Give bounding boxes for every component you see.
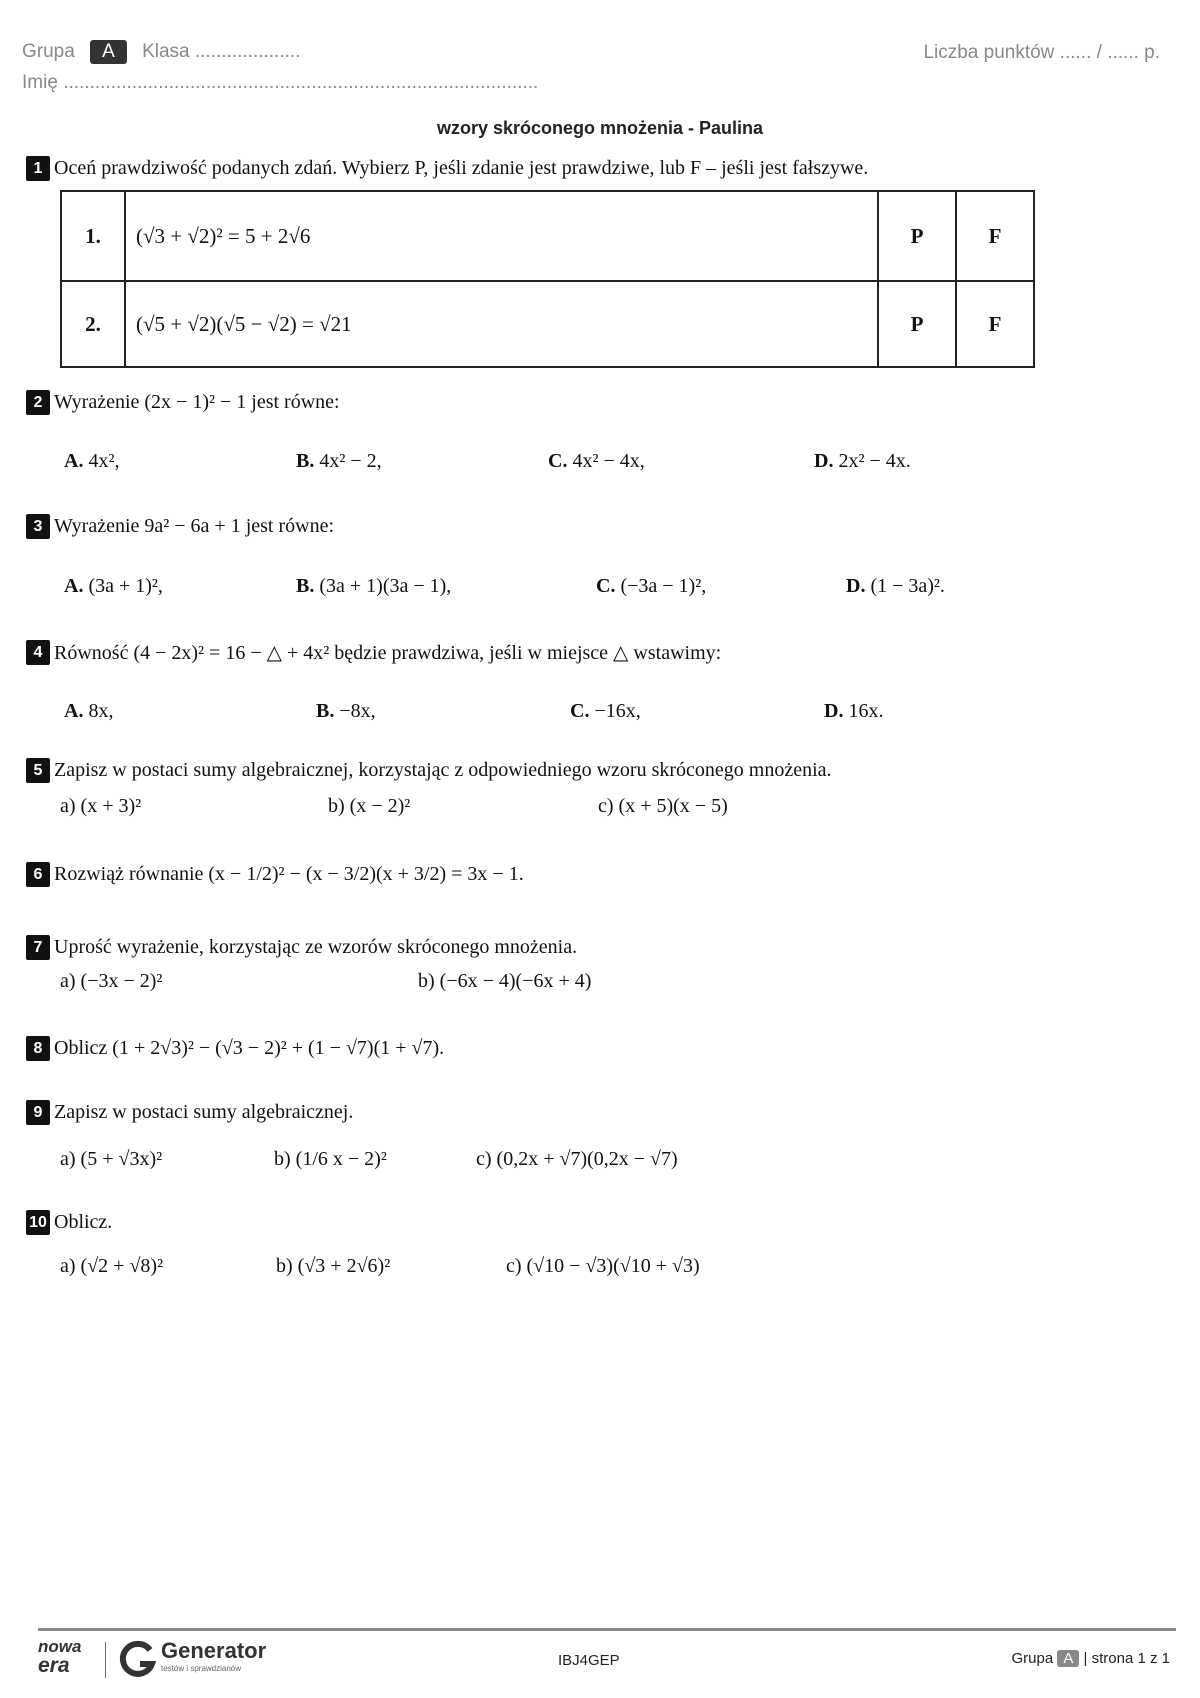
task-8 [26,1036,444,1061]
footer-page-info [1011,1650,1170,1667]
part-c: c) (√10 − √3)(√10 + √3) [506,1255,700,1277]
task-text: Oblicz. [54,1211,113,1233]
task-text: Oblicz (1 + 2√3)² − (√3 − 2)² + (1 − √7)(1 + √7). [54,1037,445,1059]
answer-value: −16x, [594,700,641,722]
document-code: IBJ4GEP [558,1652,620,1669]
logo-text: nowa [38,1637,82,1656]
task-number: 1 [26,156,50,181]
task-number: 4 [26,640,50,665]
row-number: 2. [61,281,125,367]
part-c: c) (x + 5)(x − 5) [598,795,728,817]
task-number: 3 [26,514,50,539]
task-number: 9 [26,1100,50,1125]
answer-label: C. [548,450,568,472]
answer-d[interactable] [846,575,945,598]
statement: (√5 + √2)(√5 − √2) = √21 [125,281,878,367]
task-text: Zapisz w postaci sumy algebraicznej. [54,1101,354,1123]
answer-a[interactable] [64,700,113,723]
part-a: a) (5 + √3x)² [60,1148,163,1170]
task-7 [26,935,577,960]
part-a: a) (x + 3)² [60,795,142,817]
answer-value: −8x, [339,700,376,722]
task-text: Rozwiąż równanie (x − 1/2)² − (x − 3/2)(x + 3/2) = 3x − 1. [54,863,524,885]
footer-group-badge: A [1057,1650,1079,1667]
answer-value: (−3a − 1)², [620,575,707,597]
answer-label: A. [64,575,84,597]
answer-value: 4x² − 4x, [572,450,645,472]
task-number: 10 [26,1210,50,1235]
imie-label: Imię [22,72,58,93]
answer-c[interactable] [596,575,706,598]
part-b: b) (1/6 x − 2)² [274,1148,387,1170]
page-number: | strona 1 z 1 [1083,1650,1170,1667]
generator-logo [118,1638,268,1682]
answer-label: A. [64,700,84,722]
grupa-label: Grupa [22,41,75,62]
page-title: wzory skróconego mnożenia - Paulina [436,118,764,138]
footer-divider [38,1628,1176,1631]
row-number: 1. [61,191,125,281]
klasa-field[interactable]: .................... [194,41,301,62]
answer-d[interactable] [824,700,883,723]
logo-text: era [38,1654,70,1677]
task-text: Zapisz w postaci sumy algebraicznej, korzystając z odpowiedniego wzoru skróconego mnożenia. [54,759,832,781]
task-text: Uprość wyrażenie, korzystając ze wzorów skróconego mnożenia. [54,936,578,958]
option-p[interactable]: P [878,281,956,367]
task-1 [26,156,868,181]
answer-b[interactable] [296,575,451,598]
generator-text: Generator [161,1638,267,1663]
part-c: c) (0,2x + √7)(0,2x − √7) [476,1148,678,1170]
task-6 [26,862,524,887]
answer-c[interactable] [548,450,645,473]
logo-divider [105,1642,106,1678]
true-false-table [60,190,1035,368]
answer-c[interactable] [570,700,641,723]
answer-label: B. [296,575,315,597]
imie-field[interactable]: .......................................................................................... [63,72,539,93]
task-5 [26,758,832,783]
task-4 [26,640,721,665]
part-a: a) (−3x − 2)² [60,970,163,992]
task-number: 2 [26,390,50,415]
part-b: b) (x − 2)² [328,795,411,817]
answer-label: D. [824,700,844,722]
part-b: b) (−6x − 4)(−6x + 4) [418,970,592,992]
part-a: a) (√2 + √8)² [60,1255,164,1277]
statement: (√3 + √2)² = 5 + 2√6 [125,191,878,281]
task-number: 5 [26,758,50,783]
answer-label: C. [570,700,590,722]
answer-label: C. [596,575,616,597]
task-3 [26,514,334,539]
answer-label: D. [814,450,834,472]
option-f[interactable]: F [956,191,1034,281]
footer-grupa-label: Grupa [1011,1650,1054,1667]
answer-a[interactable] [64,575,163,598]
answer-label: B. [296,450,315,472]
generator-g-icon [118,1640,158,1680]
header-group-row [22,40,300,64]
points-field: Liczba punktów ...... / ...... p. [923,42,1160,63]
task-text: Wyrażenie 9a² − 6a + 1 jest równe: [54,515,335,537]
generator-subtitle: testów i sprawdzianów [161,1664,242,1673]
table-row [61,191,1034,281]
answer-label: B. [316,700,335,722]
nowa-era-logo [38,1638,94,1680]
task-number: 8 [26,1036,50,1061]
task-2 [26,390,340,415]
task-9 [26,1100,353,1125]
answer-label: A. [64,450,84,472]
answer-label: D. [846,575,866,597]
part-b: b) (√3 + 2√6)² [276,1255,391,1277]
klasa-label: Klasa [142,41,190,62]
option-p[interactable]: P [878,191,956,281]
option-f[interactable]: F [956,281,1034,367]
answer-value: (3a + 1)², [88,575,163,597]
answer-value: 16x. [848,700,884,722]
answer-b[interactable] [296,450,382,473]
answer-d[interactable] [814,450,911,473]
group-badge: A [90,40,127,64]
answer-value: 8x, [88,700,114,722]
answer-value: (1 − 3a)². [870,575,945,597]
answer-value: 4x², [88,450,120,472]
task-number: 6 [26,862,50,887]
task-10 [26,1210,112,1235]
task-text: Równość (4 − 2x)² = 16 − △ + 4x² będzie prawdziwa, jeśli w miejsce △ wstawimy: [54,642,722,664]
answer-b[interactable] [316,700,376,723]
answer-value: (3a + 1)(3a − 1), [319,575,452,597]
answer-value: 2x² − 4x. [838,450,911,472]
task-text: Wyrażenie (2x − 1)² − 1 jest równe: [54,391,340,413]
table-row [61,281,1034,367]
answer-a[interactable] [64,450,119,473]
task-number: 7 [26,935,50,960]
answer-value: 4x² − 2, [319,450,382,472]
task-text: Oceń prawdziwość podanych zdań. Wybierz P, jeśli zdanie jest prawdziwe, lub F – jeśli jest fałszywe. [54,157,869,179]
header-name-row [22,72,538,94]
